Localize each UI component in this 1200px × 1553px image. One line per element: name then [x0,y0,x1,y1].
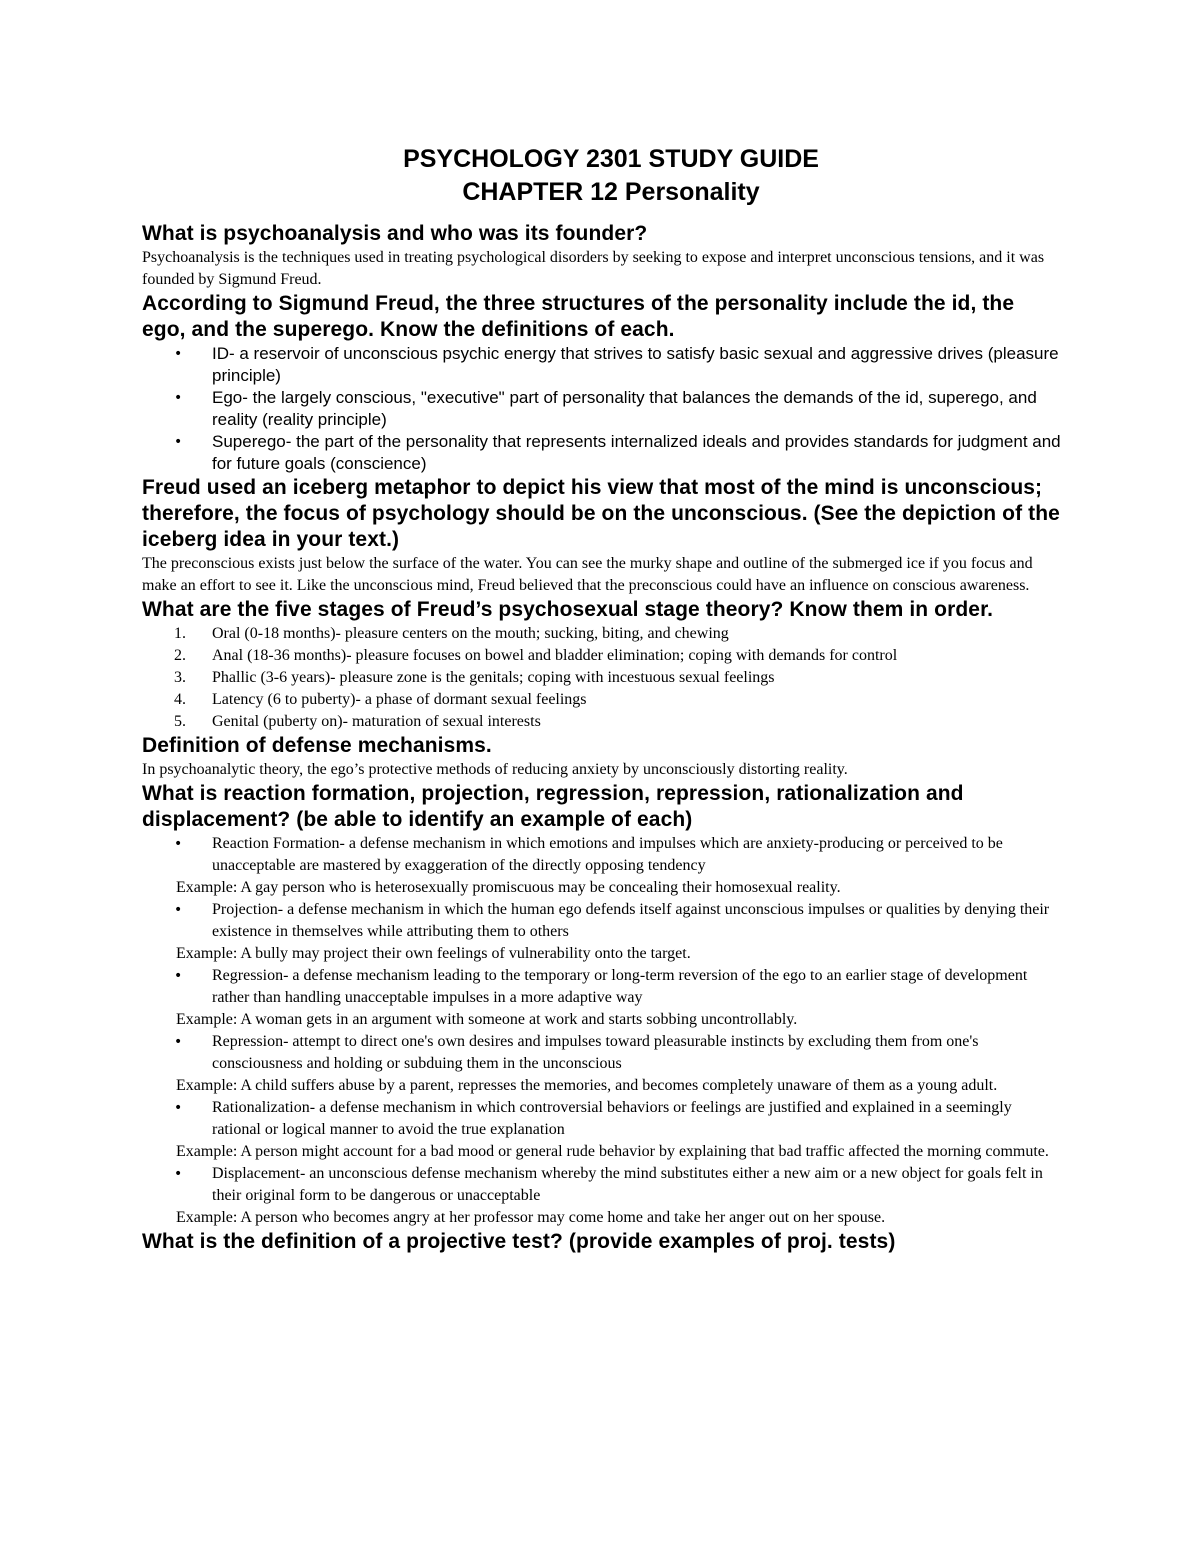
question-iceberg: Freud used an iceberg metaphor to depict his view that most of the mind is unconscious; therefore, the focus of psychology should be on the unconscious. (See the depiction of the iceberg idea in your text.) [142,476,1060,551]
bullet-icon: • [174,346,183,362]
example-text: Example: A child suffers abuse by a parent, represses the memories, and becomes completely unaware of them as a young adult. [176,1077,998,1094]
list-item: • Regression- a defense mechanism leading to the temporary or long-term reversion of the ego to an earlier stage of development rather than handling unacceptable impulses in a more adaptive way [174,967,1028,1006]
bullet-icon: • [174,434,183,450]
stages-list [142,623,1062,733]
list-item: 3. Phallic (3-6 years)- pleasure zone is the genitals; coping with incestuous sexual feelings [174,669,775,686]
question-personality-structures: According to Sigmund Freud, the three structures of the personality include the id, the ego, and the superego. Know the definitions of each. [142,292,1015,341]
bullet-icon: • [174,836,183,852]
page-title: PSYCHOLOGY 2301 STUDY GUIDE [403,145,819,173]
question-defense-mechanisms: Definition of defense mechanisms. [142,734,492,757]
list-item: • Reaction Formation- a defense mechanism in which emotions and impulses which are anxiety-producing or perceived to be unacceptable are mastered by exaggeration of the directly opposing tendency [174,835,1003,874]
question-projective-test: What is the definition of a projective test? (provide examples of proj. tests) [142,1230,896,1253]
question-psychosexual-stages: What are the five stages of Freud’s psychosexual stage theory? Know them in order. [142,598,994,621]
list-item: • ID- a reservoir of unconscious psychic energy that strives to satisfy basic sexual and aggressive drives (pleasure principle) [174,344,1059,385]
answer-iceberg: The preconscious exists just below the surface of the water. You can see the murky shape and outline of the submerged ice if you focus and make an effort to see it. Like the unconscious mind, Freud believed that the preconscious could have an influence on conscious awareness. [142,555,1033,594]
bullet-icon: • [174,1100,183,1116]
example-text: Example: A person who becomes angry at her professor may come home and take her anger out on her spouse. [176,1209,886,1226]
bullet-icon: • [174,390,183,406]
list-item: • Rationalization- a defense mechanism in which controversial behaviors or feelings are justified and explained in a seemingly rational or logical manner to avoid the true explanation [174,1099,1012,1138]
document-content [142,143,1062,1255]
list-item: • Repression- attempt to direct one's own desires and impulses toward pleasurable instincts by excluding them from one's consciousness and holding or subduing them in the unconscious [174,1033,979,1072]
answer-defense-mechanisms: In psychoanalytic theory, the ego’s protective methods of reducing anxiety by unconsciously distorting reality. [142,761,848,778]
example-text: Example: A gay person who is heterosexually promiscuous may be concealing their homosexual reality. [176,879,841,896]
list-item: • Projection- a defense mechanism in which the human ego defends itself against unconscious impulses or qualities by denying their existence in themselves while attributing them to others [174,901,1050,940]
bullet-icon: • [174,968,183,984]
example-text: Example: A woman gets in an argument with someone at work and starts sobbing uncontrollably. [176,1011,798,1028]
question-mechanism-types: What is reaction formation, projection, regression, repression, rationalization and displacement? (be able to identify an example of each) [142,782,964,831]
bullet-icon: • [174,1166,183,1182]
list-item: 5. Genital (puberty on)- maturation of sexual interests [174,713,541,730]
page-subtitle: CHAPTER 12 Personality [462,178,760,206]
mechanisms-list [142,833,1062,1229]
structures-list [142,343,1062,475]
list-item: • Superego- the part of the personality that represents internalized ideals and provides standards for judgment and for future goals (conscience) [174,432,1061,473]
list-item: 1. Oral (0-18 months)- pleasure centers on the mouth; sucking, biting, and chewing [174,625,729,642]
example-text: Example: A person might account for a bad mood or general rude behavior by explaining that bad traffic affected the morning commute. [176,1143,1049,1160]
bullet-icon: • [174,1034,183,1050]
list-item: 2. Anal (18-36 months)- pleasure focuses on bowel and bladder elimination; coping with demands for control [174,647,898,664]
list-item: • Ego- the largely conscious, "executive" part of personality that balances the demands of the id, superego, and reality (reality principle) [174,388,1037,429]
question-psychoanalysis: What is psychoanalysis and who was its founder? [142,222,648,245]
example-text: Example: A bully may project their own feelings of vulnerability onto the target. [176,945,691,962]
bullet-icon: • [174,902,183,918]
list-item: • Displacement- an unconscious defense mechanism whereby the mind substitutes either a new aim or a new object for goals felt in their original form to be dangerous or unacceptable [174,1165,1043,1204]
answer-psychoanalysis: Psychoanalysis is the techniques used in treating psychological disorders by seeking to expose and interpret unconscious tensions, and it was founded by Sigmund Freud. [142,249,1045,288]
list-item: 4. Latency (6 to puberty)- a phase of dormant sexual feelings [174,691,587,708]
